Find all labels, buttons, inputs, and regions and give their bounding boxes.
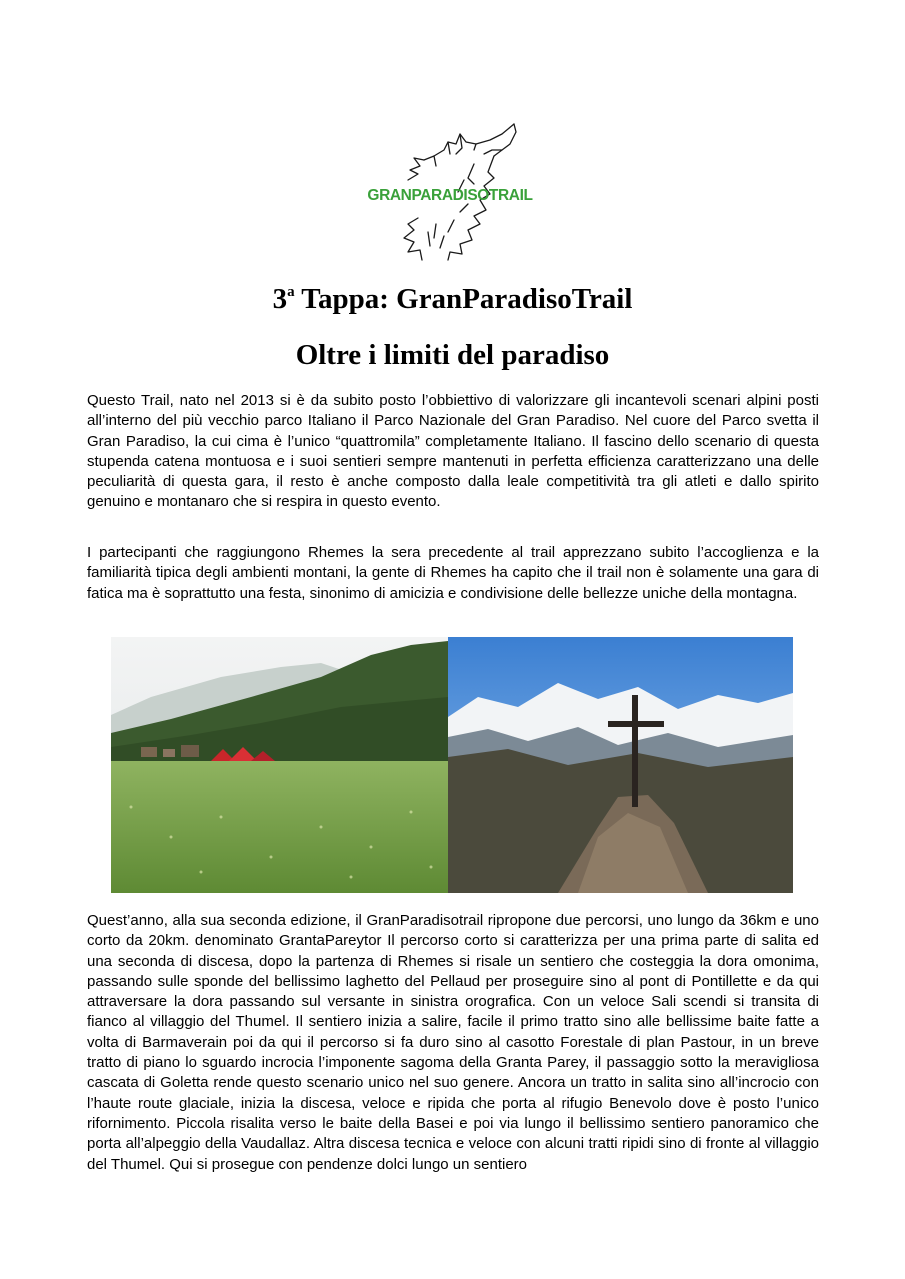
intro-paragraph: Questo Trail, nato nel 2013 si è da subito posto l’obbiettivo di valorizzare gli incantevoli scenari alpini posti all’interno del più vecchio parco Italiano il Parco Nazionale del Gran Paradiso. Nel cuore del Parco svetta il Gran Paradiso, la cui cima è l’unico “quattromila” completamente Italiano. Il fascino dello scenario di questa stupenda catena montuosa e i suoi sentieri sempre mantenuti in perfetta efficienza caratterizzano una delle peculiarità di questa gara, il resto è anche composto dalla leale competitività tra gli atleti e dallo spirito genuino e montanaro che si respira in questo evento.: [87, 392, 819, 511]
logo-text: GRANPARADISOTRAIL: [367, 187, 533, 204]
stage-number: 3: [272, 283, 288, 315]
page-subtitle: Oltre i limiti del paradiso: [295, 339, 610, 371]
stage-suffix: a: [287, 284, 295, 300]
page-title: [0, 284, 905, 316]
photo-strip: [111, 637, 793, 893]
meadow-tents-photo: [111, 637, 448, 893]
summit-cross-photo: [448, 637, 793, 893]
stage-label: Tappa: GranParadisoTrail: [294, 283, 633, 315]
howling-wolf-icon: [364, 120, 536, 262]
route-paragraph: Quest’anno, alla sua seconda edizione, il GranParadisotrail ripropone due percorsi, uno lungo da 36km e uno corto da 20km. denominato GrantaPareytor Il percorso corto si caratterizza per una prima parte di salita ed una seconda di discesa, dopo la partenza di Rhemes si risale un sentiero che costeggia la dora omonima, passando sulle sponde del bellissimo laghetto del Pellaud per proseguire sino al pont di Pontillette e da qui attraversare la dora passando sul versante in sinistra orografica. Con un veloce Sali scendi si transita di fianco al villaggio del Thumel. Il sentiero inizia a salire, facile il primo tratto sino alle bellissime baite fatte a volta di Barmaverain poi da qui il percorso si fa duro sino al casotto Forestale di plan Pastour, in un breve tratto di piano lo sguardo incrocia l’imponente sagoma della Granta Parey, il passaggio sotto la meravigliosa cascata di Goletta rende questo scenario unico nel suo genere. Ancora un tratto in salita sino all’incrocio con l’haute route glaciale, inizia la discesa, veloce e ripida che porta al rifugio Benevolo dove è posto l’unico rifornimento. Piccola risalita verso le baite della Basei e poi via lungo il bellissimo sentiero panoramico che porta all’alpeggio della Vaudallaz. Altra discesa tecnica e veloce con alcuni tratti ripidi sino di fronte al villaggio del Thumel. Qui si prosegue con pendenze dolci lungo un sentiero: [87, 912, 819, 1173]
granparadisotrail-logo: [364, 120, 536, 262]
participants-paragraph: I partecipanti che raggiungono Rhemes la sera precedente al trail apprezzano subito l’accoglienza e la familiarità tipica degli ambienti montani, la gente di Rhemes ha capito che il trail non è solamente una gara di fatica ma è soprattutto una festa, sinonimo di amicizia e condivisione delle bellezze uniche della montagna.: [87, 544, 819, 602]
